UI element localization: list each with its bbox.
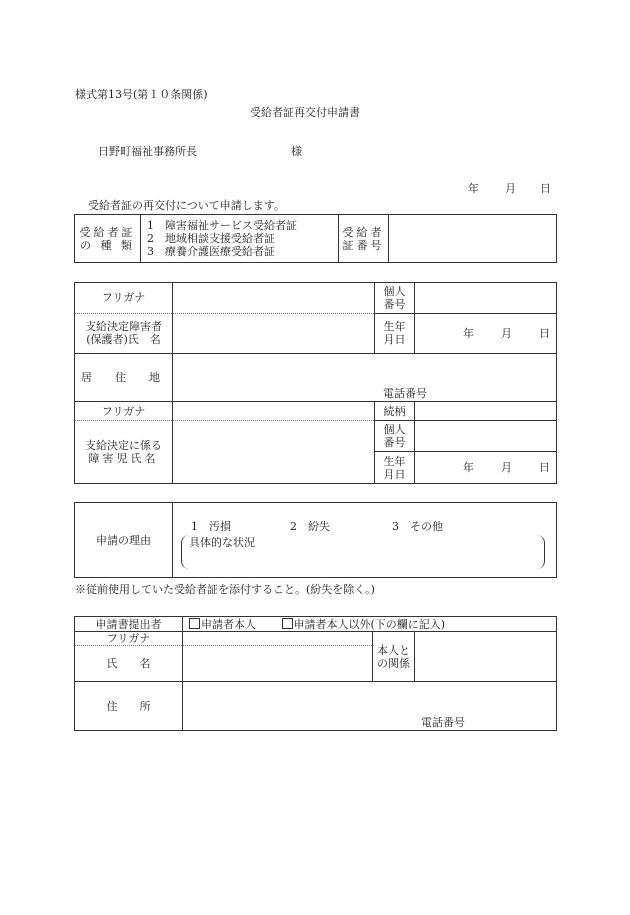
reason-option-lost[interactable]: 2 紛失 — [290, 520, 330, 533]
submitter-address-field[interactable] — [183, 682, 557, 731]
phone-label: 電話番号 — [383, 387, 427, 401]
honorific: 様 — [291, 145, 302, 158]
submitter-furigana-field[interactable] — [183, 632, 373, 646]
child-birth-day-label: 日 — [539, 461, 550, 475]
submitter-options — [183, 617, 557, 632]
relation-field[interactable] — [415, 402, 557, 420]
certificate-number-label: 受給者 証番号 — [339, 215, 389, 263]
addressee: 日野町福祉事務所長 — [98, 145, 197, 158]
child-personal-number-field[interactable] — [415, 420, 557, 452]
birth-month-label: 月 — [501, 326, 512, 340]
child-birthdate-label: 生年 月日 — [375, 452, 415, 484]
birth-year-label: 年 — [463, 326, 474, 340]
birth-day-label: 日 — [539, 326, 550, 340]
form-number: 様式第13号(第１０条関係) — [75, 88, 208, 101]
submitter-name-label: 氏 名 — [75, 646, 183, 682]
furigana-label: フリガナ — [75, 283, 173, 314]
reason-option-soiled[interactable]: 1 汚損 — [191, 520, 231, 533]
certificate-option-1[interactable]: 1 障害福祉サービス受給者証 — [147, 219, 297, 232]
reason-option-other[interactable]: 3 その他 — [392, 520, 443, 533]
child-birth-month-label: 月 — [501, 461, 512, 475]
application-statement: 受給者証の再交付について申請します。 — [88, 199, 285, 212]
reason-field — [173, 503, 557, 578]
relation-label: 続柄 — [375, 402, 415, 420]
date-year-label: 年 — [468, 182, 479, 195]
option-self[interactable]: 申請者本人 — [189, 618, 256, 631]
certificate-type-label: 受給者証 の 種 類 — [75, 215, 141, 263]
child-birth-year-label: 年 — [463, 461, 474, 475]
child-personal-number-label: 個人 番号 — [375, 420, 415, 452]
personal-number-label: 個人 番号 — [375, 283, 415, 314]
birthdate-field[interactable] — [415, 313, 557, 354]
certificate-type-options — [141, 215, 339, 263]
applicant-name-field[interactable] — [173, 313, 375, 354]
submitter-phone-label: 電話番号 — [421, 716, 465, 729]
applicant-name-label: 支給決定障害者 (保護者)氏 名 — [75, 313, 173, 354]
submitter-relation-label: 本人と の関係 — [373, 632, 415, 682]
submitter-name-field[interactable] — [183, 646, 373, 682]
submitter-relation-field[interactable] — [415, 632, 557, 682]
child-name-label: 支給決定に係る 障害児氏名 — [75, 420, 173, 483]
reason-table — [74, 502, 557, 578]
child-furigana-label: フリガナ — [75, 402, 173, 420]
child-furigana-field[interactable] — [173, 402, 375, 420]
address-label: 居 住 地 — [75, 354, 173, 402]
form-title: 受給者証再交付申請書 — [250, 106, 360, 119]
submitter-table — [74, 616, 557, 731]
date-day-label: 日 — [540, 182, 551, 195]
reason-label: 申請の理由 — [75, 503, 173, 578]
submitter-address-label: 住 所 — [75, 682, 183, 731]
applicant-table — [74, 282, 557, 484]
attachment-note: ※従前使用していた受給者証を添付すること。(紛失を除く。) — [75, 583, 375, 596]
checkbox-other[interactable] — [282, 618, 293, 629]
birthdate-label: 生年 月日 — [375, 313, 415, 354]
child-birthdate-field[interactable] — [415, 452, 557, 484]
date-month-label: 月 — [505, 182, 516, 195]
checkbox-self[interactable] — [189, 618, 200, 629]
certificate-option-2[interactable]: 2 地域相談支援受給者証 — [147, 232, 275, 245]
address-field[interactable] — [173, 354, 557, 402]
submitter-furigana-label: フリガナ — [75, 632, 183, 646]
detail-label: 具体的な状況 — [189, 536, 255, 549]
option-other[interactable]: 申請者本人以外(下の欄に記入) — [282, 618, 446, 631]
certificate-type-table — [74, 214, 557, 263]
furigana-field[interactable] — [173, 283, 375, 314]
child-name-field[interactable] — [173, 420, 375, 483]
submitter-label: 申請書提出者 — [75, 617, 183, 632]
personal-number-field[interactable] — [415, 283, 557, 314]
certificate-number-field[interactable] — [389, 215, 557, 263]
certificate-option-3[interactable]: 3 療養介護医療受給者証 — [147, 245, 275, 258]
